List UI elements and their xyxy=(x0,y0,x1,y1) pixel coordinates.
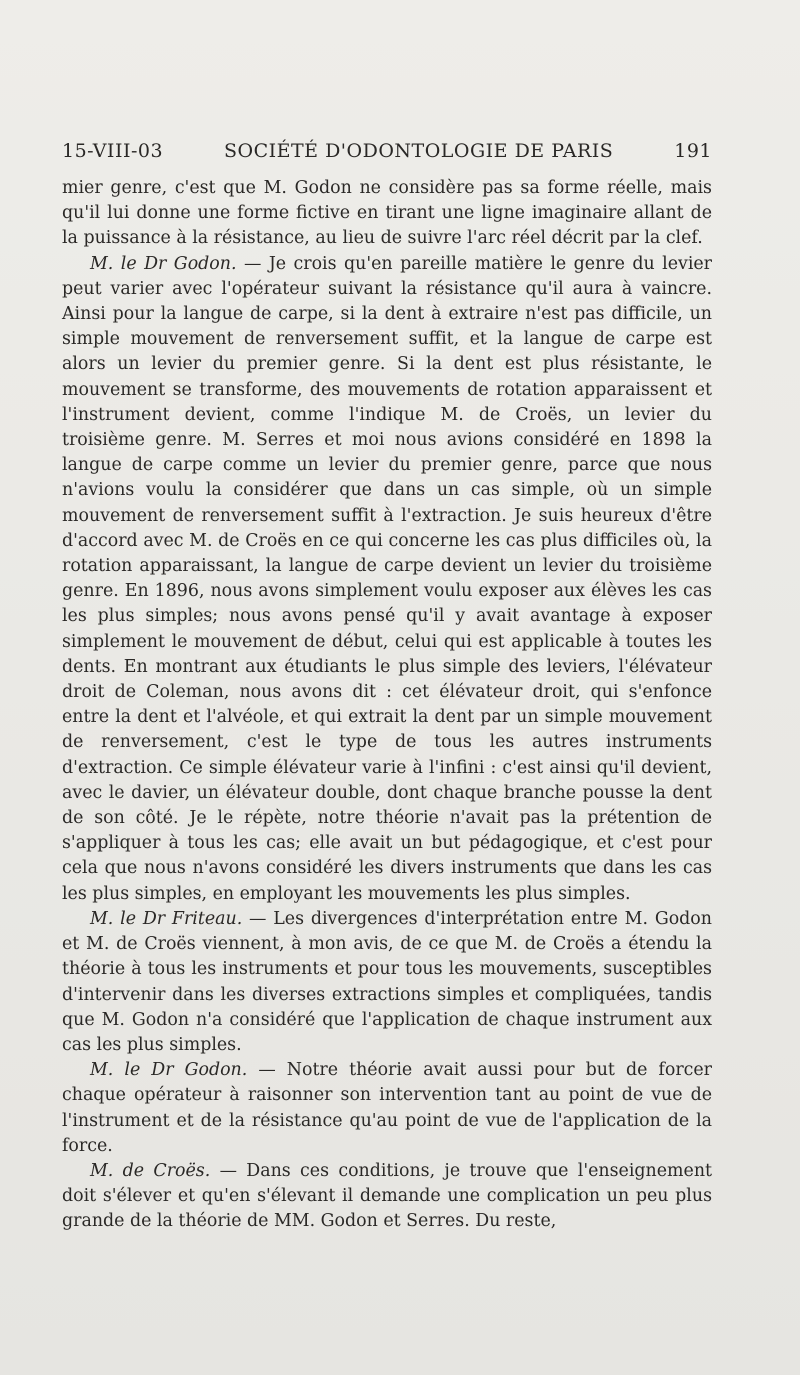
running-head xyxy=(62,140,712,162)
paragraph-text: — Dans ces conditions, je trouve que l'enseignement doit s'élever et qu'en s'élevant il demande une complication un peu plus grande de la théorie de MM. Godon et Serres. Du reste, xyxy=(62,1160,713,1232)
paragraph-text: — Les divergences d'interprétation entre M. Godon et M. de Croës viennent, à mon avis, de ce que M. de Croës a étendu la théorie à tous les instruments et pour tous les mouvements, susceptibles d'intervenir dans les diverses extractions simples et compliquées, tandis que M. Godon n'a considéré que l'application de chaque instrument aux cas les plus simples. xyxy=(62,908,712,1055)
header-date: 15-VIII-03 xyxy=(62,140,164,162)
paragraph-friteau xyxy=(62,907,712,1058)
paragraph-text: mier genre, c'est que M. Godon ne considère pas sa forme réelle, mais qu'il lui donne une forme fictive en tirant une ligne imaginaire allant de la puissance à la résistance, au lieu de suivre l'arc réel décrit par la clef. xyxy=(62,178,712,249)
paragraph-text: — Je crois qu'en pareille matière le genre du levier peut varier avec l'opérateur suivant la résistance qu'il aura à vaincre. Ainsi pour la langue de carpe, si la dent à extraire n'est pas difficile, un simple mouvement de renversement suffit, et la langue de carpe est alors un levier du premier genre. Si la dent est plus résistante, le mouvement se transforme, des mouvements de rotation apparaissent et l'instrument devient, comme l'indique M. de Croës, un levier du troisième genre. M. Serres et moi nous avions considéré en 1898 la langue de carpe comme un levier du premier genre, parce que nous n'avions voulu la considérer que dans un cas simple, où un simple mouvement de renversement suffit à l'extraction. Je suis heureux d'être d'accord avec M. de Croës en ce qui concerne les cas plus difficiles où, la rotation apparaissant, la langue de carpe devient un levier du troisième genre. En 1896, nous avons simplement voulu exposer aux élèves les cas les plus simples; nous avons pensé qu'il y avait avantage à exposer simplement le mouvement de début, celui qui est applicable à toutes les dents. En montrant aux étudiants le plus simple des leviers, l'élévateur droit de Coleman, nous avons dit : cet élévateur droit, qui s'enfonce entre la dent et l'alvéole, et qui extrait la dent par un simple mouvement de renversement, c'est le type de tous les autres instruments d'extraction. Ce simple élévateur varie à l'infini : c'est ainsi qu'il devient, avec le davier, un élévateur double, dont chaque branche pousse la dent de son côté. Je le répète, notre théorie n'avait pas la prétention de s'appliquer à tous les cas; elle avait un but pédagogique, et c'est pour cela que nous n'avons considéré les divers instruments que dans les cas les plus simples, en employant les mouvements les plus simples. xyxy=(62,253,712,904)
paragraph-godon-1 xyxy=(62,252,712,907)
speaker-name: M. le Dr Godon. xyxy=(90,1060,248,1081)
paragraph-godon-2 xyxy=(62,1058,712,1159)
speaker-name: M. le Dr Friteau. xyxy=(90,908,243,929)
paragraph-continuation xyxy=(62,176,712,252)
body-text xyxy=(62,176,712,1235)
page-number: 191 xyxy=(674,140,712,162)
speaker-name: M. de Croës. xyxy=(90,1160,211,1181)
header-title: SOCIÉTÉ D'ODONTOLOGIE DE PARIS xyxy=(223,140,614,162)
speaker-name: M. le Dr Godon. xyxy=(90,253,237,274)
paragraph-text: — Notre théorie avait aussi pour but de forcer chaque opérateur à raisonner son intervention tant au point de vue de l'instrument et de la résistance qu'au point de vue de l'application de la force. xyxy=(62,1060,712,1156)
paragraph-de-croes xyxy=(62,1159,712,1235)
